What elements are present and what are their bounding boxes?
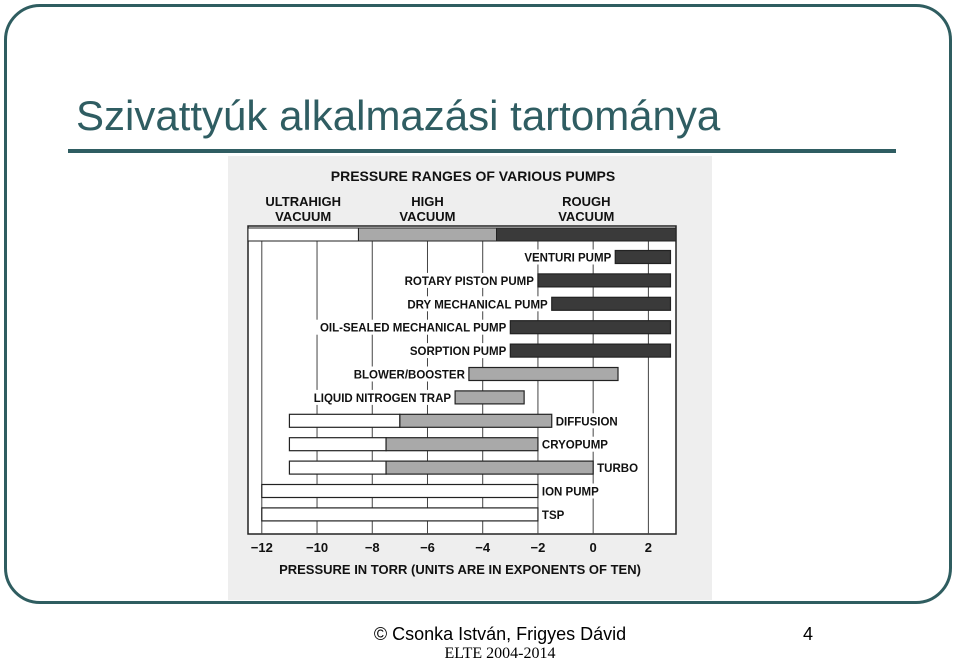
pump-bar [289, 414, 399, 427]
region-band [497, 228, 676, 241]
region-label: ROUGH [562, 194, 611, 209]
pump-bar [510, 344, 670, 357]
region-label: VACUUM [399, 209, 456, 224]
x-tick-label: −8 [364, 540, 380, 555]
region-label: VACUUM [558, 209, 615, 224]
chart-title: PRESSURE RANGES OF VARIOUS PUMPS [330, 168, 616, 184]
pump-bar [469, 368, 618, 381]
pump-bar [289, 438, 386, 451]
title-underline [68, 149, 896, 153]
pump-label: LIQUID NITROGEN TRAP [313, 392, 452, 405]
x-tick-label: −12 [250, 540, 273, 555]
region-label: HIGH [411, 194, 444, 209]
pump-bar [386, 438, 538, 451]
pump-bar [289, 461, 386, 474]
x-tick-label: −6 [420, 540, 435, 555]
pump-label: ROTARY PISTON PUMP [404, 275, 534, 288]
pump-bar [386, 461, 593, 474]
pump-label: SORPTION PUMP [409, 346, 507, 359]
pump-label: BLOWER/BOOSTER [353, 369, 465, 382]
pump-bar [538, 274, 671, 287]
pump-bar [455, 391, 524, 404]
x-tick-label: 0 [589, 540, 597, 555]
x-tick-label: −10 [306, 540, 329, 555]
pump-label: DIFFUSION [555, 416, 618, 429]
x-tick-label: −4 [475, 540, 491, 555]
pump-label: OIL-SEALED MECHANICAL PUMP [319, 322, 507, 335]
x-tick-label: 2 [644, 540, 653, 555]
pump-pressure-chart [228, 156, 712, 600]
region-label: ULTRAHIGH [265, 194, 342, 209]
pump-label: TSP [541, 509, 565, 522]
pump-label: DRY MECHANICAL PUMP [407, 299, 548, 312]
footer-author: © Csonka István, Frigyes Dávid [373, 624, 627, 644]
pump-bar [262, 485, 538, 498]
footer-year: ELTE 2004-2014 [444, 645, 556, 662]
pump-bar [615, 251, 670, 264]
region-band [358, 228, 496, 241]
page-number: 4 [803, 624, 814, 644]
x-tick-label: −2 [530, 540, 546, 555]
region-label: VACUUM [275, 209, 332, 224]
pump-bar [400, 414, 552, 427]
pump-label: VENTURI PUMP [524, 252, 612, 265]
x-axis-label: PRESSURE IN TORR (UNITS ARE IN EXPONENTS OF TEN) [279, 562, 641, 577]
chart-svg [228, 156, 712, 600]
pump-label: ION PUMP [541, 486, 599, 499]
pump-bar [262, 508, 538, 521]
pump-label: TURBO [597, 463, 639, 476]
pump-bar [510, 321, 670, 334]
pump-bar [552, 297, 671, 310]
pump-label: CRYOPUMP [541, 439, 608, 452]
region-band [248, 228, 358, 241]
slide-title: Szivattyúk alkalmazási tartománya [76, 92, 721, 139]
